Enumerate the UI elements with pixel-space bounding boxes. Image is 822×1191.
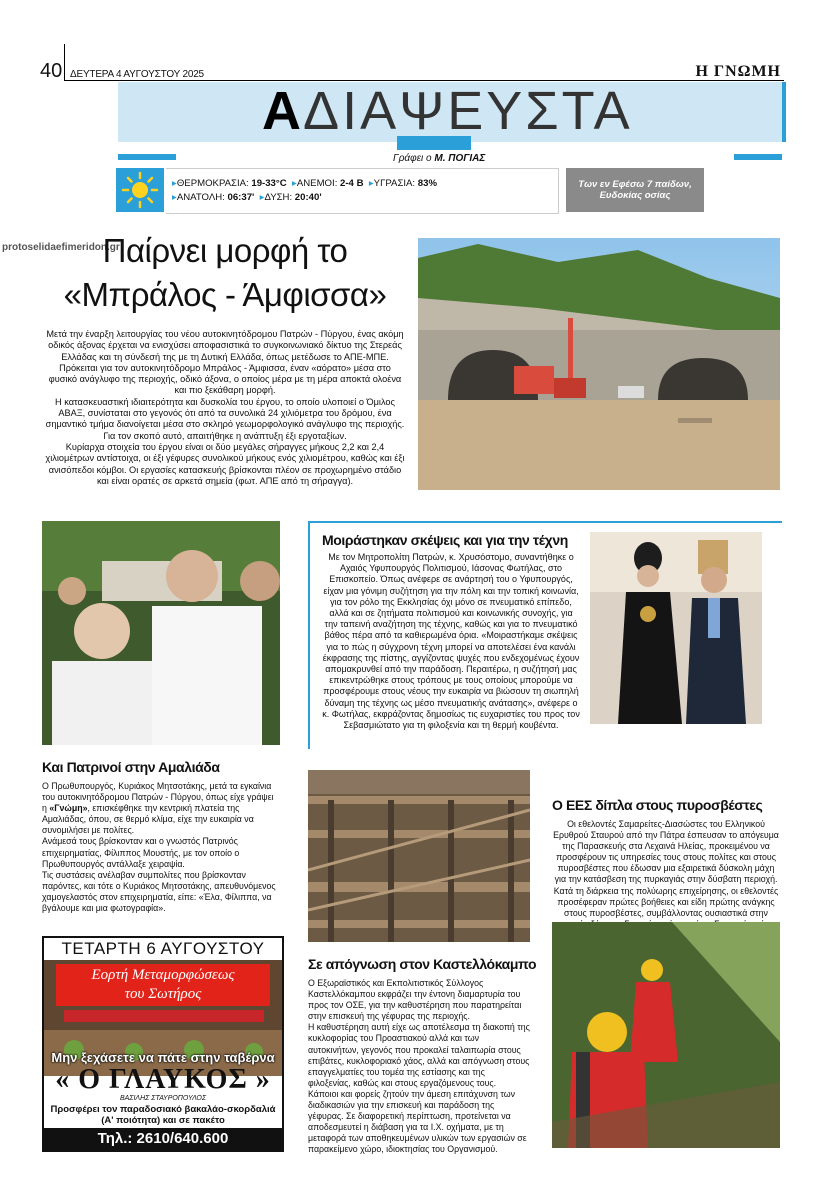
ad-offer-line-2: (Α' ποιότητα) και σε πακέτο [101,1115,225,1126]
main-headline-line-2: «Μπράλος - Άμφισσα» [63,276,387,313]
main-story-para-1: Μετά την έναρξη λειτουργίας του νέου αυτοκινητόδρομου Πατρών - Πύργου, ένας ακόμη οδικός άξονας έρχεται να ενισχύσει αποφασιστικά το συγκοινωνιακό δίκτυο της Στερεάς Ελλάδας και τη σύνδεσή της με τη Δυτική Ελλάδα, όπως μετέδωσε το ΑΠΕ-ΜΠΕ. Πρόκειται για τον αυτοκινητόδρομο Μπράλος - Άμφισσα, έναν «αόρατο» μέσα στο φυσικό ανάγλυφο της περιοχής, οδικό άξονα, ο οποίος μέρα με τη μέρα αποκτά ολοένα και πιο ξεκάθαρη μορφή. [46,329,404,396]
main-story-para-3: Κυρίαρχα στοιχεία του έργου είναι οι δύο μεγάλες σήραγγες μήκους 2,2 και 2,4 χιλιομέτρων αντίστοιχα, οι έξι γέφυρες συνολικού μήκους ενός χιλιομέτρου, καθώς και έξι ανισόπεδοι κόμβοι. Οι εργασίες κατασκευής βρίσκονται πλέον σε προχωρημένο στάδιο και είναι ορατές σε αρκετά σημεία (φωτ. ΑΠΕ από τη σήραγγα). [45,441,405,486]
damaged-bridge-photo [308,770,530,942]
wind-value: 2-4 Β [340,178,364,189]
humidity-label: ΥΓΡΑΣΙΑ: [373,178,416,189]
byline-name: Μ. ΠΟΓΙΑΣ [434,153,486,164]
ad-offer-line-1: Προσφέρει τον παραδοσιακό βακαλάο-σκορδαλιά [50,1104,276,1115]
byline-prefix: Γράφει ο [393,153,432,164]
section-title-rest: ΔΙΑΨΕΥΣΤΑ [303,81,633,141]
metropolitan-and-minister-photo [590,532,762,724]
issue-date: ΔΕΥΤΕΡΑ 4 ΑΥΓΟΥΣΤΟΥ 2025 [70,69,204,80]
ad-invite: Μην ξεχάσετε να πάτε στην ταβέρνα [51,1050,275,1065]
humidity-value: 83% [417,178,437,189]
ees-story-body: Οι εθελοντές Σαμαρείτες-Διασώστες του Ελληνικού Ερυθρού Σταυρού από την Πάτρα έσπευσαν το απόγευμα της Παρασκευής στα Λεχαινά Ηλείας, προκειμένου να προσφέρουν τις υπηρεσίες τους στους πολίτες και στους πυροσβέστες που έδωσαν μια εξαιρετικά δύσκολη μάχη για την κατάσβεση της πυρκαγιάς στην δύσβατη περιοχή. Κατά τη διάρκεια της πολύωρης επιχείρησης, οι εθελοντές προσέφεραν πρώτες βοήθειες και είδη πρώτης ανάγκης στους πυροσβέστες, συμβάλλοντας ουσιαστικά στην [553,819,779,918]
kastellokampo-story-body [308,978,530,1156]
temp-label: ΘΕΡΜΟΚΡΑΣΙΑ: [176,178,249,189]
ad-taverna-name: « Ο ΓΛΑΥΚΟΣ » [55,1064,271,1095]
main-headline-line-1: Παίρνει μορφή το [102,232,348,269]
art-story-title: Μοιράστηκαν σκέψεις και για την τέχνη [322,532,568,548]
tunnel-construction-photo [418,238,780,490]
ad-date-banner: ΤΕΤΑΡΤΗ 6 ΑΥΓΟΥΣΤΟΥ [61,939,265,958]
amaliada-story-para-3: Τις συστάσεις ανέλαβαν συμπολίτες που βρίσκονταν παρόντες, και τότε ο Κυριάκος Μητσοτάκης, απευθυνόμενος χαμογελαστός στον επιχειρηματία, είπε: «Έλα, Φίλιππα, να βγάλουμε και μια φωτογραφία». [42,869,276,914]
amaliada-story-para-2: Ανάμεσά τους βρίσκονταν και ο γνωστός Πατρινός επιχειρηματίας, Φίλιππος Μουστής, με τον οποίο ο Πρωθυπουργός αντάλλαξε χειραψία. [42,836,240,869]
red-cross-volunteers-photo [552,922,780,1148]
watermark: protoselidaefimeridon.gr [2,242,120,253]
section-title [262,82,633,140]
saints-of-the-day [566,168,704,212]
sunrise-label: ΑΝΑΤΟΛΗ: [176,192,225,203]
wind-label: ΑΝΕΜΟΙ: [296,178,338,189]
amaliada-story-body [42,781,280,914]
mitsotakis-handshake-photo [42,521,280,745]
kastellokampo-story-para-3: Κάποιοι και φορείς ζητούν την άμεση επιτάχυνση των διαδικασιών για την επισκευή και παράδοση της γέφυρας. Σε διαφορετική περίπτωση, προτείνεται να αποδεσμευτεί η διάβαση για τα Ι.Χ. οχήματα, με τη μεταφορά των αποθηκευμένων υλικών των εργασιών σε παρακείμενο χώρο, ιδιοκτησίας του Οργανισμού. [308,1088,527,1155]
ad-offer [44,1104,282,1126]
sun-icon [116,168,164,212]
ad-feast-line-2: του Σωτήρος [124,986,202,1002]
page-number-rule [64,44,65,80]
section-banner-right-stripe [734,154,782,160]
temp-value: 19-33°C [251,178,287,189]
taverna-ad [42,936,284,1152]
amaliada-story-title: Και Πατρινοί στην Αμαλιάδα [42,759,220,775]
kastellokampo-story-title: Σε απόγνωση στον Καστελλόκαμπο [308,956,537,972]
ad-feast-line-1: Εορτή Μεταμορφώσεως [91,967,235,983]
weather-row-1: ▸ΘΕΡΜΟΚΡΑΣΙΑ: 19-33°C ▸ΑΝΕΜΟΙ: 2-4 Β ▸ΥΓΡΑΣΙΑ: 83% [172,178,437,189]
weather-panel [166,168,559,214]
ees-story-title: Ο ΕΕΣ δίπλα στους πυροσβέστες [552,797,763,813]
ad-phone: Τηλ.: 2610/640.600 [97,1130,229,1147]
byline [393,153,485,164]
page-number: 40 [40,60,63,82]
main-headline [42,229,408,317]
sunset-value: 20:40' [294,192,322,203]
art-story-body: Με τον Μητροπολίτη Πατρών, κ. Χρυσόστομο, συναντήθηκε ο Αχαιός Υφυπουργός Πολιτισμού, Ιάσονας Φωτήλας, στο Επισκοπείο. Όπως ανέφερε σε ανάρτησή του ο Υφυπουργός, είχαν μια γόνιμη συζήτηση για την πόλη και την τοπική κοινωνία, για τον ρόλο της Εκκλησίας όχι μόνο σε πνευματικό επίπεδο, αλλά και σε ζητήματα πολιτισμού και κοινωνικής συνοχής, για την ταπεινή αναζήτηση της τέχνης, καθώς και για το πνευματικό βάθος πέρα από τα καθιερωμένα όρια. «Μοιραστήκαμε σκέψεις για το πώς η σύγχρονη τέχνη μπορεί να αποτελέσει ένα κανάλι έκφρασης της πίστης, αγγίζοντας ψυχές που ενδεχομένως έχουν απομακρυνθεί από την παράδοση. Περαιτέρω, η συζήτησή μας επικεντρώθηκε στους τρόπους με τους οποίους μπορούμε να προσφέρουμε στους νέους την ευκαιρία να βιώσουν τη σιωπηλή δύναμη της τέχνης ως μέσο πνευματικής ανάτασης», ανέφερε ο κ. Φωτήλας, εκφράζοντας δημοσίως τις ευχαριστίες του προς τον Σεβασμιώτατο για τη φιλοξενία και τη θερμή κουβέντα. [322,552,580,731]
saints-line-1: Των εν Εφέσω 7 παίδων, [578,179,692,190]
ad-owner: ΒΑΣΙΛΗΣ ΣΤΑΥΡΟΠΟΥΛΟΣ [119,1095,207,1102]
weather-row-2: ▸ΑΝΑΤΟΛΗ: 06:37' ▸ΔΥΣΗ: 20:40' [172,192,322,203]
sunset-label: ΔΥΣΗ: [264,192,293,203]
kastellokampo-story-para-1: Ο Εξωραϊστικός και Εκπολιτιστικός Σύλλογος Καστελλόκαμπου εκφράζει την έντονη διαμαρτυρία του προς τον ΟΣΕ, για την καθυστέρηση που παρατηρείται στην επισκευή της γέφυρας της περιοχής. [308,978,522,1022]
ad-feast-box [56,964,270,1006]
sunrise-value: 06:37' [227,192,255,203]
saints-line-2: Ευδοκίας οσίας [599,190,671,201]
main-story-para-2: Η κατασκευαστική ιδιαιτερότητα και δυσκολία του έργου, το οποίο υλοποιεί ο Όμιλος ΑΒΑΞ, συνίσταται στο γεγονός ότι από τα συνολικά 24 χιλιόμετρα του δρόμου, ένα σημαντικό τμήμα διανοίγεται μέσα στο σκληρό γεωμορφολογικό ανάγλυφο της περιοχής. Για τον σκοπό αυτό, απαιτήθηκε η ανάπτυξη έξι εργοταξίων. [45,396,405,441]
kastellokampo-story-para-2: Η καθυστέρηση αυτή είχε ως αποτέλεσμα τη διακοπή της κυκλοφορίας του Προαστιακού αλλά και των αυτοκινήτων, γεγονός που προκαλεί ταλαιπωρία στους επιβάτες, κυκλοφοριακό χάος, αλλά και απόγνωση στους επαγγελματίες του τομέα της εστίασης και της φιλοξενίας, καθώς και στους εργαζόμενους τους. [308,1022,530,1088]
main-story-body [44,329,406,487]
amaliada-story-para-1: Ο Πρωθυπουργός, Κυριάκος Μητσοτάκης, μετά τα εγκαίνια του αυτοκινητόδρομου Πατρών - Πύργου, όπως είχε γράψει η «Γνώμη», επισκέφθηκε την κεντρική πλατεία της Αμαλιάδας, όπου, σε θερμό κλίμα, είχε την ευκαιρία να συνομιλήσει με πολίτες. [42,781,274,836]
section-title-initial: Α [262,81,303,141]
section-banner-left-stripe [118,154,176,160]
newspaper-brand: Η ΓΝΩΜΗ [695,63,781,80]
